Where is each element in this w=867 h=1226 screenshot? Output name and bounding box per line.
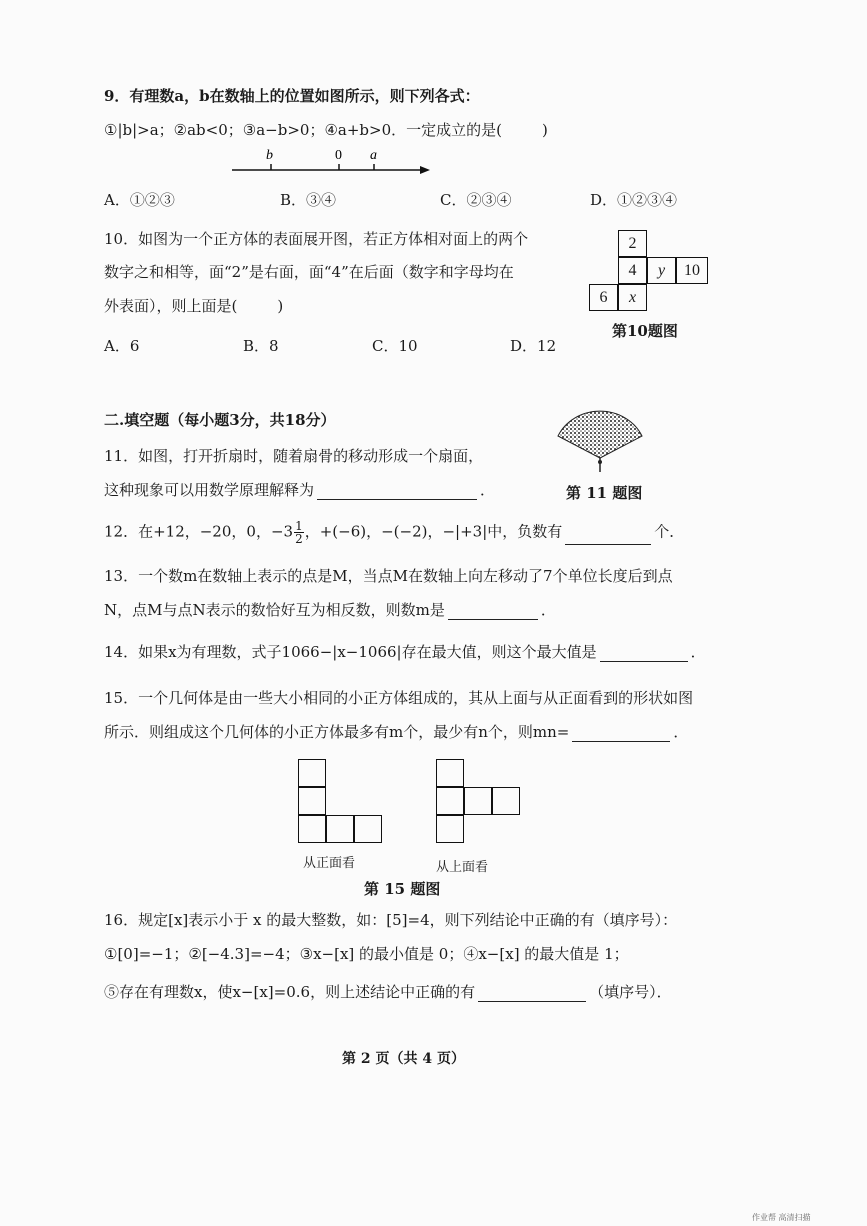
- page-footer: 第 2 页（共 4 页）: [342, 1051, 465, 1067]
- front-view-square: [298, 787, 326, 815]
- q10-option-c: C．10: [372, 337, 418, 355]
- scan-watermark: 作业帮 高清扫描: [752, 1213, 811, 1222]
- front-view-square: [298, 815, 326, 843]
- q9-label-zero: 0: [335, 148, 342, 163]
- q9-items: [104, 120, 548, 140]
- q12-answer-blank[interactable]: [565, 528, 651, 545]
- q12-line: [104, 520, 684, 545]
- q10-line1: 10．如图为一个正方体的表面展开图，若正方体相对面上的两个: [104, 230, 529, 248]
- front-view-square: [298, 759, 326, 787]
- q11-line2: [104, 480, 495, 500]
- q12-text2: ，+(−6)，−(−2)，−|+3|中，负数有: [304, 522, 563, 541]
- q14-line: [104, 642, 706, 662]
- top-view-square: [436, 787, 464, 815]
- q9-option-b: B．③④: [280, 191, 337, 209]
- q15-end: ．: [673, 723, 689, 741]
- q13-line2: [104, 600, 556, 620]
- q16-answer-blank[interactable]: [478, 985, 586, 1002]
- q15-top-label: 从上面看: [436, 860, 489, 875]
- q9-label-b: b: [266, 148, 273, 163]
- q15-line1: 15．一个几何体是由一些大小相同的小正方体组成的，其从上面与从正面看到的形状如图: [104, 689, 694, 707]
- q12-text: 12．在+12，−20，0，−3: [104, 522, 294, 541]
- q14-answer-blank[interactable]: [600, 645, 688, 662]
- top-view-square: [436, 815, 464, 843]
- q16-end: （填序号）．: [589, 983, 672, 1001]
- q13-line2-text: N，点M与点N表示的数恰好互为相反数，则数m是: [104, 601, 445, 619]
- q12-end: 个．: [654, 522, 685, 541]
- top-view-square: [436, 759, 464, 787]
- q15-answer-blank[interactable]: [572, 725, 670, 742]
- q10-caption: 第10题图: [612, 322, 678, 340]
- q9-label-a: a: [370, 148, 377, 163]
- q9-stem: 9．有理数a，b在数轴上的位置如图所示，则下列各式：: [104, 87, 480, 105]
- q9-option-a: A．①②③: [104, 191, 175, 209]
- q11-line2-text: 这种现象可以用数学原理解释为: [104, 481, 315, 499]
- q13-end: ．: [540, 601, 556, 619]
- net-cell-2: 2: [618, 230, 647, 257]
- q9-option-c: C．②③④: [440, 191, 512, 209]
- net-cell-x: x: [618, 284, 647, 311]
- q10-option-d: D．12: [510, 337, 557, 355]
- q12-frac-denominator: 2: [295, 532, 303, 546]
- q16-line3-text: ⑤存在有理数x，使x−[x]=0.6，则上述结论中正确的有: [104, 983, 476, 1001]
- q10-line2: 数字之和相等，面“2”是右面，面“4”在后面（数字和字母均在: [104, 263, 514, 281]
- q16-line2: ①[0]=−1；②[−4.3]=−4；③x−[x] 的最小值是 0；④x−[x] 的最大值是 1；: [104, 945, 629, 963]
- q10-option-b: B．8: [243, 337, 279, 355]
- q10-line3-text: 外表面），则上面是(: [104, 297, 238, 315]
- q9-option-d: D．①②③④: [590, 191, 678, 209]
- q9-items-text: ①|b|>a；②ab<0；③a−b>0；④a+b>0．一定成立的是(: [104, 121, 502, 139]
- q11-line1: 11．如图，打开折扇时，随着扇骨的移动形成一个扇面，: [104, 447, 484, 465]
- top-view-square: [464, 787, 492, 815]
- q9-number-line: [226, 146, 436, 182]
- q11-answer-blank[interactable]: [317, 483, 477, 500]
- net-cell-y: y: [647, 257, 676, 284]
- q15-front-label: 从正面看: [303, 856, 356, 871]
- q12-fraction: [294, 520, 304, 545]
- net-cell-4: 4: [618, 257, 647, 284]
- q10-close-paren: ): [277, 297, 284, 315]
- folding-fan-image: [550, 396, 650, 476]
- section2-title: 二.填空题（每小题3分，共18分）: [104, 411, 336, 429]
- q16-line3: [104, 982, 672, 1002]
- front-view-square: [354, 815, 382, 843]
- q10-option-a: A．6: [104, 337, 140, 355]
- q14-text: 14．如果x为有理数，式子1066−|x−1066|存在最大值，则这个最大值是: [104, 643, 597, 661]
- net-cell-6: 6: [589, 284, 618, 311]
- q14-end: ．: [690, 643, 706, 661]
- q12-frac-numerator: 1: [295, 519, 303, 533]
- top-view-square: [492, 787, 520, 815]
- q11-end: ．: [480, 481, 496, 499]
- front-view-square: [326, 815, 354, 843]
- q9-close-paren: ): [541, 121, 548, 139]
- q11-caption: 第 11 题图: [566, 484, 643, 502]
- q15-caption: 第 15 题图: [364, 880, 441, 898]
- q15-line2-text: 所示．则组成这个几何体的小正方体最多有m个，最少有n个，则mn=: [104, 723, 570, 741]
- q10-line3: [104, 296, 283, 316]
- q16-line1: 16．规定[x]表示小于 x 的最大整数，如：[5]=4，则下列结论中正确的有（填序号）：: [104, 911, 678, 929]
- q13-line1: 13．一个数m在数轴上表示的点是M，当点M在数轴上向左移动了7个单位长度后到点: [104, 567, 673, 585]
- q15-line2: [104, 722, 688, 742]
- net-cell-10: 10: [676, 257, 708, 284]
- q13-answer-blank[interactable]: [448, 603, 538, 620]
